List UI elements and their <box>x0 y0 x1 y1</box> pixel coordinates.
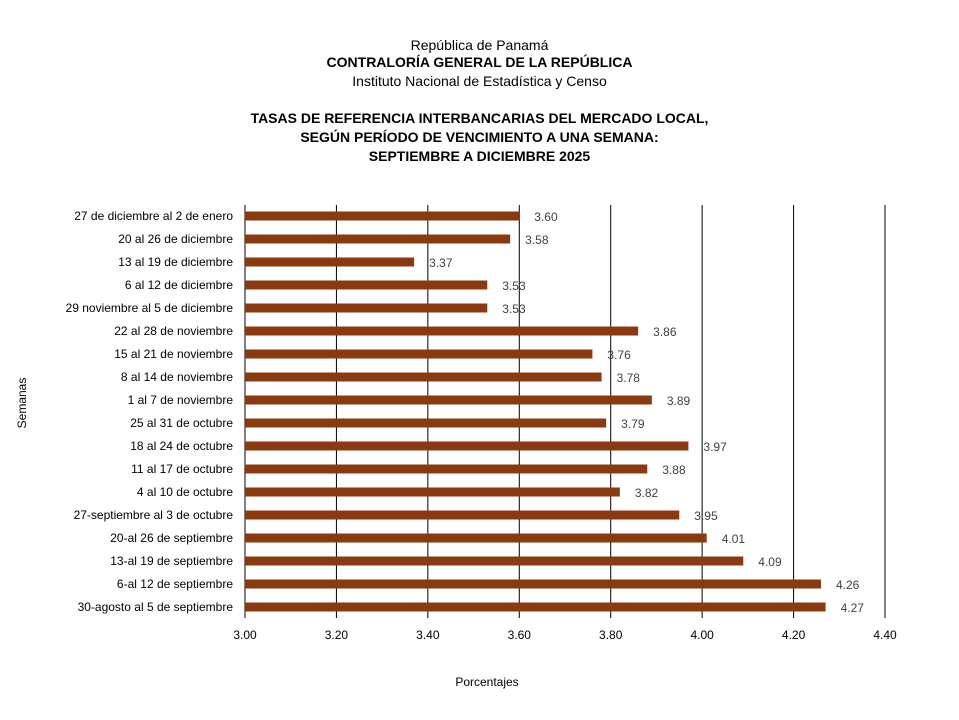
bar <box>245 281 487 290</box>
bar <box>245 350 592 359</box>
category-label: 8 al 14 de noviembre <box>120 370 233 384</box>
bar <box>245 304 487 313</box>
x-tick-label: 4.40 <box>873 628 897 642</box>
value-label: 3.37 <box>429 256 453 270</box>
category-label: 29 noviembre al 5 de diciembre <box>65 301 233 315</box>
bar <box>245 235 510 244</box>
chart-title-line-3: SEPTIEMBRE A DICIEMBRE 2025 <box>368 148 591 164</box>
category-label: 30-agosto al 5 de septiembre <box>77 600 233 614</box>
category-labels <box>66 209 234 614</box>
bar <box>245 534 707 543</box>
chart-title-line-2: SEGÚN PERÍODO DE VENCIMIENTO A UNA SEMANA: <box>300 129 659 145</box>
value-label: 3.76 <box>607 348 631 362</box>
x-tick-labels <box>233 628 897 642</box>
x-tick-label: 3.20 <box>324 628 349 642</box>
x-tick-label: 3.60 <box>507 628 531 642</box>
category-label: 13 al 19 de diciembre <box>118 255 233 269</box>
category-label: 27-septiembre al 3 de octubre <box>73 508 233 522</box>
y-axis-title: Semanas <box>15 377 29 429</box>
bars <box>245 212 826 612</box>
value-label: 3.97 <box>703 440 727 454</box>
header-organization: CONTRALORÍA GENERAL DE LA REPÚBLICA <box>326 54 633 70</box>
bar <box>245 258 414 267</box>
grid-lines <box>245 205 885 618</box>
value-label: 3.60 <box>534 210 558 224</box>
category-label: 6 al 12 de diciembre <box>124 278 233 292</box>
value-label: 4.26 <box>836 578 860 592</box>
value-label: 3.89 <box>666 394 691 408</box>
category-label: 25 al 31 de octubre <box>130 416 233 430</box>
value-label: 3.88 <box>662 463 686 477</box>
bar <box>245 557 743 566</box>
x-tick-label: 3.80 <box>599 628 623 642</box>
category-label: 27 de diciembre al 2 de enero <box>74 209 233 223</box>
value-label: 4.01 <box>721 532 746 546</box>
x-axis-title: Porcentajes <box>455 675 519 689</box>
bar <box>245 212 519 221</box>
x-tick-label: 3.00 <box>233 628 257 642</box>
bar <box>245 488 620 497</box>
value-label: 3.95 <box>694 509 718 523</box>
bar <box>245 396 652 405</box>
value-label: 3.78 <box>616 371 640 385</box>
bar <box>245 580 821 589</box>
value-label: 4.27 <box>840 601 864 615</box>
value-label: 3.58 <box>525 233 549 247</box>
value-label: 3.79 <box>621 417 645 431</box>
category-label: 6-al 12 de septiembre <box>116 577 233 591</box>
value-labels <box>429 210 864 615</box>
value-label: 4.09 <box>758 555 782 569</box>
x-tick-label: 3.40 <box>416 628 440 642</box>
category-label: 20 al 26 de diciembre <box>118 232 233 246</box>
category-label: 11 al 17 de octubre <box>131 462 233 476</box>
bar <box>245 511 679 520</box>
bar <box>245 419 606 428</box>
category-label: 20-al 26 de septiembre <box>110 531 233 545</box>
category-label: 13-al 19 de septiembre <box>110 554 233 568</box>
bar <box>245 442 688 451</box>
category-label: 1 al 7 de noviembre <box>127 393 233 407</box>
header-institute: Instituto Nacional de Estadística y Censo <box>352 73 607 89</box>
x-tick-label: 4.00 <box>690 628 714 642</box>
category-label: 22 al 28 de noviembre <box>114 324 233 338</box>
category-label: 18 al 24 de octubre <box>130 439 233 453</box>
bar <box>245 603 826 612</box>
x-tick-label: 4.20 <box>781 628 806 642</box>
chart-title-line-1: TASAS DE REFERENCIA INTERBANCARIAS DEL MERCADO LOCAL, <box>250 110 709 126</box>
category-label: 15 al 21 de noviembre <box>114 347 233 361</box>
value-label: 3.82 <box>634 486 659 500</box>
category-label: 4 al 10 de octubre <box>136 485 233 499</box>
bar <box>245 327 638 336</box>
bar <box>245 373 602 382</box>
value-label: 3.86 <box>653 325 677 339</box>
bar <box>245 465 647 474</box>
header-country: República de Panamá <box>410 37 549 53</box>
value-label: 3.53 <box>502 279 526 293</box>
value-label: 3.53 <box>502 302 526 316</box>
